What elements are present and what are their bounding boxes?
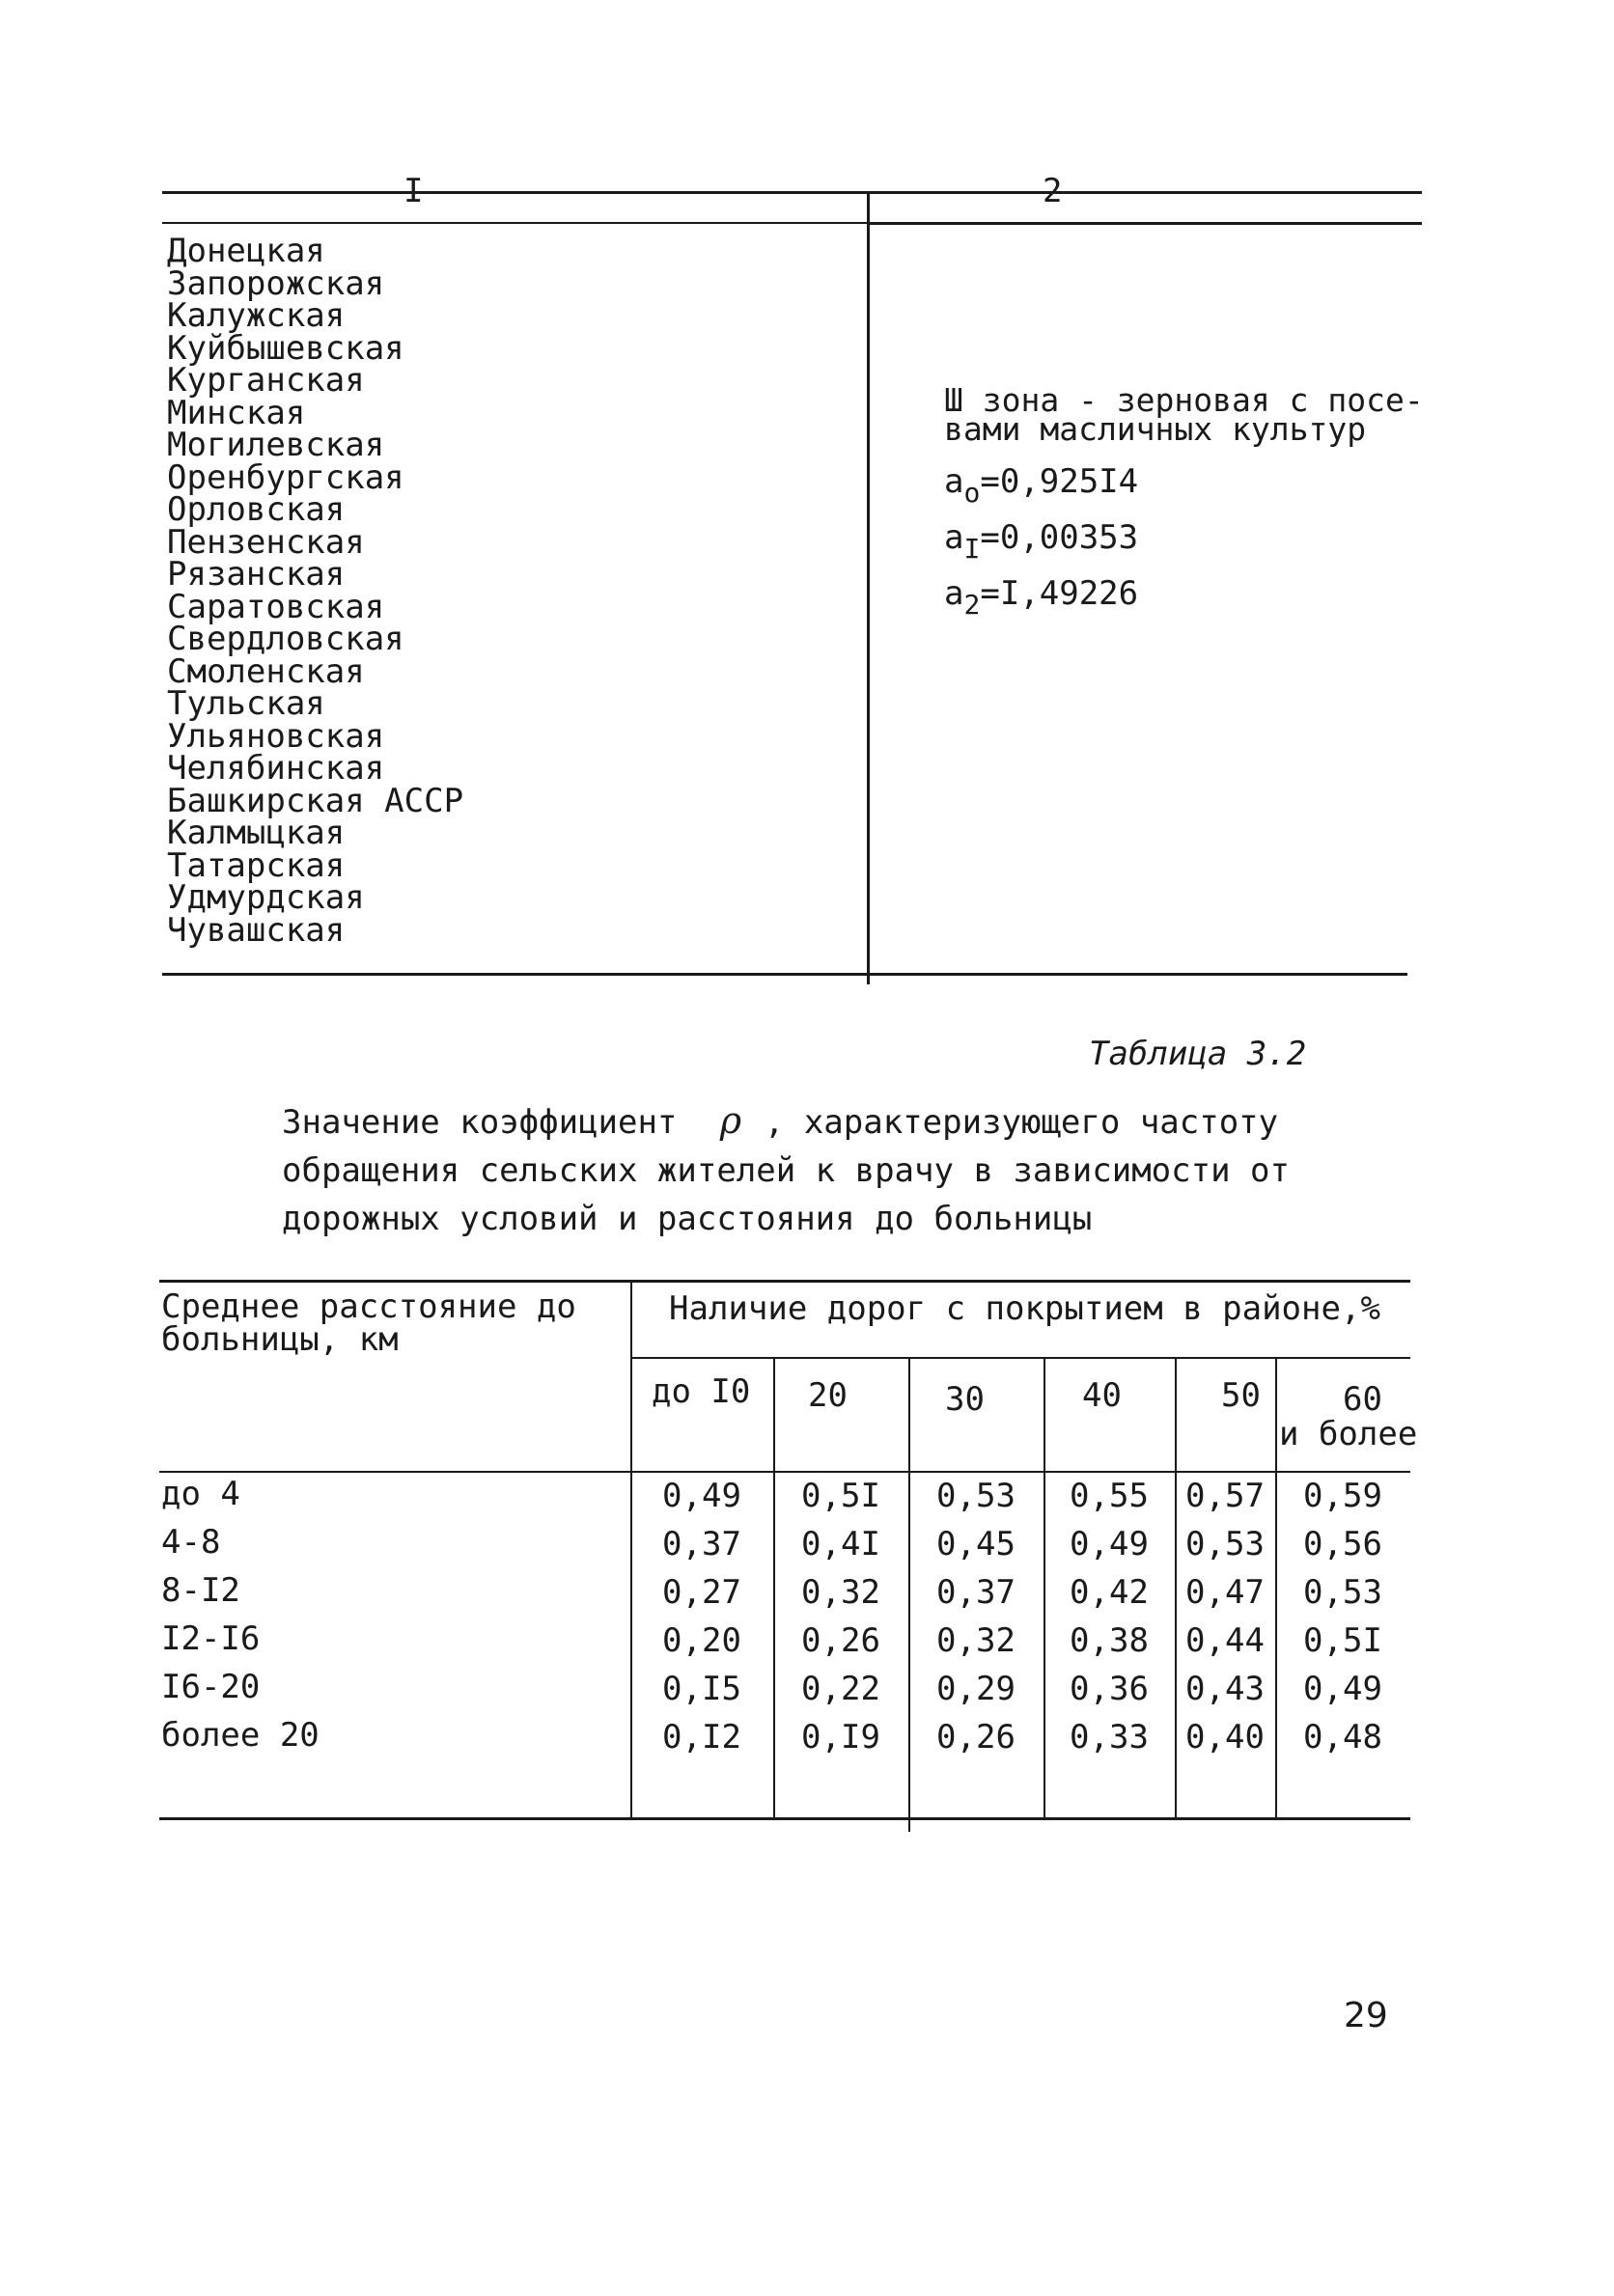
region-item: Курганская	[167, 361, 365, 400]
table-cell: 0,56	[1303, 1525, 1382, 1563]
table-cell: 0,43	[1185, 1670, 1265, 1708]
table-cell: 0,45	[936, 1525, 1016, 1563]
table-cell: 0,26	[936, 1718, 1016, 1757]
region-item: Чувашская	[167, 910, 346, 950]
header-rule-left	[162, 222, 867, 224]
table-cell: 0,59	[1303, 1477, 1382, 1515]
table-cell: 0,33	[1070, 1718, 1149, 1757]
header-rule-right	[870, 222, 1422, 225]
table-cell: 0,37	[662, 1525, 741, 1563]
table-cell: 0,38	[1070, 1621, 1149, 1660]
row-label: I2-I6	[161, 1619, 261, 1658]
region-item: Удмурдская	[167, 878, 365, 917]
region-item: Донецкая	[167, 232, 325, 270]
region-item: Куйбышевская	[167, 328, 404, 368]
column-header-1: I	[404, 172, 424, 210]
region-list	[167, 232, 464, 950]
table-cell: 0,47	[1185, 1573, 1265, 1612]
group-header-rule	[630, 1357, 1410, 1359]
group-header: Наличие дорог с покрытием в районе,%	[669, 1289, 1380, 1328]
coefficient-a2: $a_2=I,49226$	[944, 574, 1139, 621]
header-bottom-rule	[159, 1471, 1410, 1473]
zone-line-2: вами масличных культур	[944, 410, 1367, 448]
table-cell: 0,29	[936, 1670, 1016, 1708]
table-cell: 0,5I	[801, 1477, 880, 1515]
table-caption	[282, 1096, 1305, 1243]
row-label: до 4	[161, 1475, 240, 1513]
region-item: Калужская	[167, 296, 346, 335]
column-header: 30	[945, 1380, 985, 1419]
row-header-line-1: Среднее расстояние до	[161, 1287, 576, 1326]
table-top-rule	[162, 191, 1422, 194]
region-item: Ульяновская	[167, 716, 385, 756]
region-item: Калмыцкая	[167, 814, 346, 852]
row-header-line-2: больницы, км	[161, 1320, 399, 1359]
table-cell: 0,48	[1303, 1718, 1382, 1757]
row-label: более 20	[161, 1716, 320, 1755]
region-item: Тульская	[167, 684, 325, 723]
caption-line-1: Значение коэффициент ρ , характеризующего частоту	[282, 1096, 1305, 1147]
table-cell: 0,53	[1185, 1525, 1265, 1563]
column-divider	[630, 1280, 632, 1817]
region-item: Орловская	[167, 490, 346, 529]
table-cell: 0,4I	[801, 1525, 880, 1563]
column-header: 50	[1221, 1376, 1261, 1415]
column-header: до I0	[652, 1372, 751, 1411]
regions-table	[162, 172, 1424, 984]
column-divider	[908, 1359, 910, 1832]
column-divider	[1044, 1359, 1045, 1817]
column-header: 40	[1082, 1376, 1122, 1415]
page-number: 29	[1344, 1996, 1388, 2035]
column-divider	[773, 1359, 775, 1817]
table-cell: 0,I9	[801, 1718, 880, 1757]
table-cell: 0,53	[1303, 1573, 1382, 1612]
table-cell: 0,26	[801, 1621, 880, 1660]
table-cell: 0,20	[662, 1621, 741, 1660]
region-item: Татарская	[167, 845, 346, 885]
column-header: 20	[808, 1376, 848, 1415]
caption-line-3: дорожных условий и расстояния до больницы	[282, 1200, 1093, 1238]
table-bottom-rule	[162, 973, 1407, 976]
zone-line-1: Ш зона - зерновая с посе-	[944, 381, 1424, 419]
row-label: 4-8	[161, 1523, 221, 1562]
column-header: 60	[1343, 1380, 1382, 1419]
table-cell: 0,36	[1070, 1670, 1149, 1708]
row-label: 8-I2	[161, 1571, 240, 1610]
table-cell: 0,53	[936, 1477, 1016, 1515]
column-divider	[867, 191, 870, 984]
coefficient-table	[159, 1280, 1418, 1830]
table-cell: 0,5I	[1303, 1621, 1382, 1660]
table-top-rule	[159, 1280, 1410, 1283]
table-cell: 0,22	[801, 1670, 880, 1708]
region-item: Саратовская	[167, 587, 385, 626]
table-cell: 0,37	[936, 1573, 1016, 1612]
table-cell: 0,27	[662, 1573, 741, 1612]
rho-symbol: ρ	[719, 1099, 742, 1142]
table-label: Таблица 3.2	[1089, 1035, 1307, 1073]
region-item: Запорожская	[167, 263, 385, 303]
table-cell: 0,32	[801, 1573, 880, 1612]
region-item: Рязанская	[167, 555, 346, 594]
region-item: Свердловская	[167, 620, 404, 658]
zone-description	[944, 381, 1427, 627]
table-cell: 0,I2	[662, 1718, 741, 1757]
table-cell: 0,49	[662, 1477, 741, 1515]
region-item: Оренбургская	[167, 457, 404, 497]
table-cell: 0,44	[1185, 1621, 1265, 1660]
table-cell: 0,32	[936, 1621, 1016, 1660]
region-item: Минская	[167, 393, 306, 432]
column-header-2: 2	[1043, 172, 1063, 210]
table-cell: 0,57	[1185, 1477, 1265, 1515]
table-cell: 0,40	[1185, 1718, 1265, 1757]
region-item: Челябинская	[167, 749, 385, 788]
table-bottom-rule	[159, 1817, 1410, 1820]
region-item: Пензенская	[167, 522, 365, 562]
table-cell: 0,55	[1070, 1477, 1149, 1515]
coefficient-a0: $a_o=0,925I4$	[944, 462, 1139, 509]
table-cell: 0,49	[1070, 1525, 1149, 1563]
table-cell: 0,49	[1303, 1670, 1382, 1708]
coefficient-a1: $a_I=0,00353$	[944, 518, 1139, 565]
column-header: и более	[1279, 1415, 1418, 1453]
caption-line-2: обращения сельских жителей к врачу в зависимости от	[282, 1151, 1290, 1190]
table-cell: 0,I5	[662, 1670, 741, 1708]
table-cell: 0,42	[1070, 1573, 1149, 1612]
region-item: Могилевская	[167, 426, 385, 464]
region-item: Смоленская	[167, 651, 365, 691]
row-label: I6-20	[161, 1668, 261, 1706]
region-item: Башкирская АССР	[167, 781, 464, 820]
